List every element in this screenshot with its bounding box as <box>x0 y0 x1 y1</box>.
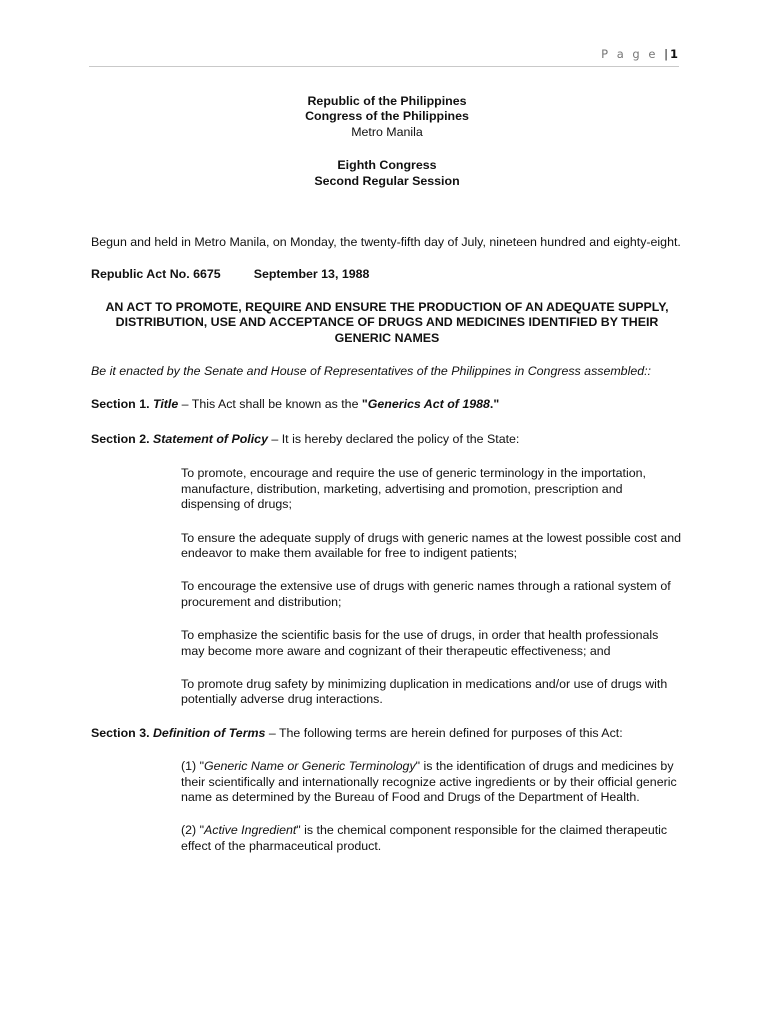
section-1-title: Title <box>152 397 179 412</box>
definition-2-text: " is the chemical component responsible for the claimed therapeutic effect of the pharmaceutical product. <box>181 823 668 853</box>
act-identifier <box>91 267 683 282</box>
page-separator: | <box>664 47 668 61</box>
section-3-label: Section 3. <box>91 725 150 740</box>
act-date: September 13, 1988 <box>253 267 370 282</box>
section-2-title: Statement of Policy <box>152 431 268 446</box>
definition-2-prefix: (2) " <box>181 823 204 838</box>
document-body <box>91 94 683 854</box>
section-2-text: – It is hereby declared the policy of the State: <box>267 431 520 446</box>
document-heading <box>91 94 683 189</box>
intro-paragraph: Begun and held in Metro Manila, on Monday, the twenty-fifth day of July, nineteen hundred and eighty-eight. <box>91 235 681 250</box>
definitions-list <box>181 759 683 854</box>
section-1-quote-open: " <box>361 397 368 412</box>
heading-location: Metro Manila <box>351 124 423 139</box>
enacting-clause: Be it enacted by the Senate and House of Representatives of the Philippines in Congress assembled:: <box>91 364 651 379</box>
policy-item: To promote drug safety by minimizing duplication in medications and/or use of drugs with potentially adverse drug interactions. <box>181 676 668 707</box>
definition-1-term: Generic Name or Generic Terminology <box>204 759 416 774</box>
section-3 <box>91 726 683 741</box>
policy-item: To ensure the adequate supply of drugs with generic names at the lowest possible cost and endeavor to make them available for free to indigent patients; <box>181 530 682 560</box>
section-1-quote-close: ." <box>489 397 500 412</box>
policy-item: To encourage the extensive use of drugs with generic names through a rational system of procurement and distribution; <box>181 579 671 609</box>
act-number: Republic Act No. 6675 <box>91 267 221 282</box>
section-3-text: – The following terms are herein defined for purposes of this Act: <box>265 725 623 740</box>
act-title: AN ACT TO PROMOTE, REQUIRE AND ENSURE THE PRODUCTION OF AN ADEQUATE SUPPLY, DISTRIBUTION, USE AND ACCEPTANCE OF DRUGS AND MEDICINES IDENTIFIED BY THEIR GENERIC NAMES <box>105 299 669 345</box>
section-1-text: – This Act shall be known as the <box>178 397 362 412</box>
section-1 <box>91 397 683 412</box>
heading-session: Second Regular Session <box>314 173 460 188</box>
section-1-act-name: Generics Act of 1988 <box>367 397 490 412</box>
page-number: 1 <box>669 47 678 61</box>
heading-republic: Republic of the Philippines <box>307 94 467 108</box>
definition-1-text: " is the identification of drugs and medicines by their scientifically and internationally recognize active ingredients or by their official generic name as determined by the Bureau of Food and Drugs of the Department of Health. <box>181 759 677 804</box>
section-2 <box>91 432 683 447</box>
heading-congress-number: Eighth Congress <box>337 158 437 173</box>
section-3-title: Definition of Terms <box>152 725 266 740</box>
definition-item <box>181 759 683 805</box>
definition-item <box>181 823 683 854</box>
definition-2-term: Active Ingredient <box>204 823 297 838</box>
policy-item: To emphasize the scientific basis for the use of drugs, in order that health professionals may become more aware and cognizant of their therapeutic effectiveness; and <box>181 628 659 658</box>
page-number-header <box>601 47 678 62</box>
header-divider <box>89 66 679 67</box>
page-label: P a g e <box>601 47 658 61</box>
section-2-label: Section 2. <box>91 431 150 446</box>
policy-list <box>181 466 683 707</box>
policy-item: To promote, encourage and require the use of generic terminology in the importation, manufacture, distribution, marketing, advertising and promotion, prescription and dispensing of drugs; <box>181 466 646 512</box>
heading-congress: Congress of the Philippines <box>305 109 469 124</box>
section-1-label: Section 1. <box>91 397 150 412</box>
definition-1-prefix: (1) " <box>181 759 204 774</box>
